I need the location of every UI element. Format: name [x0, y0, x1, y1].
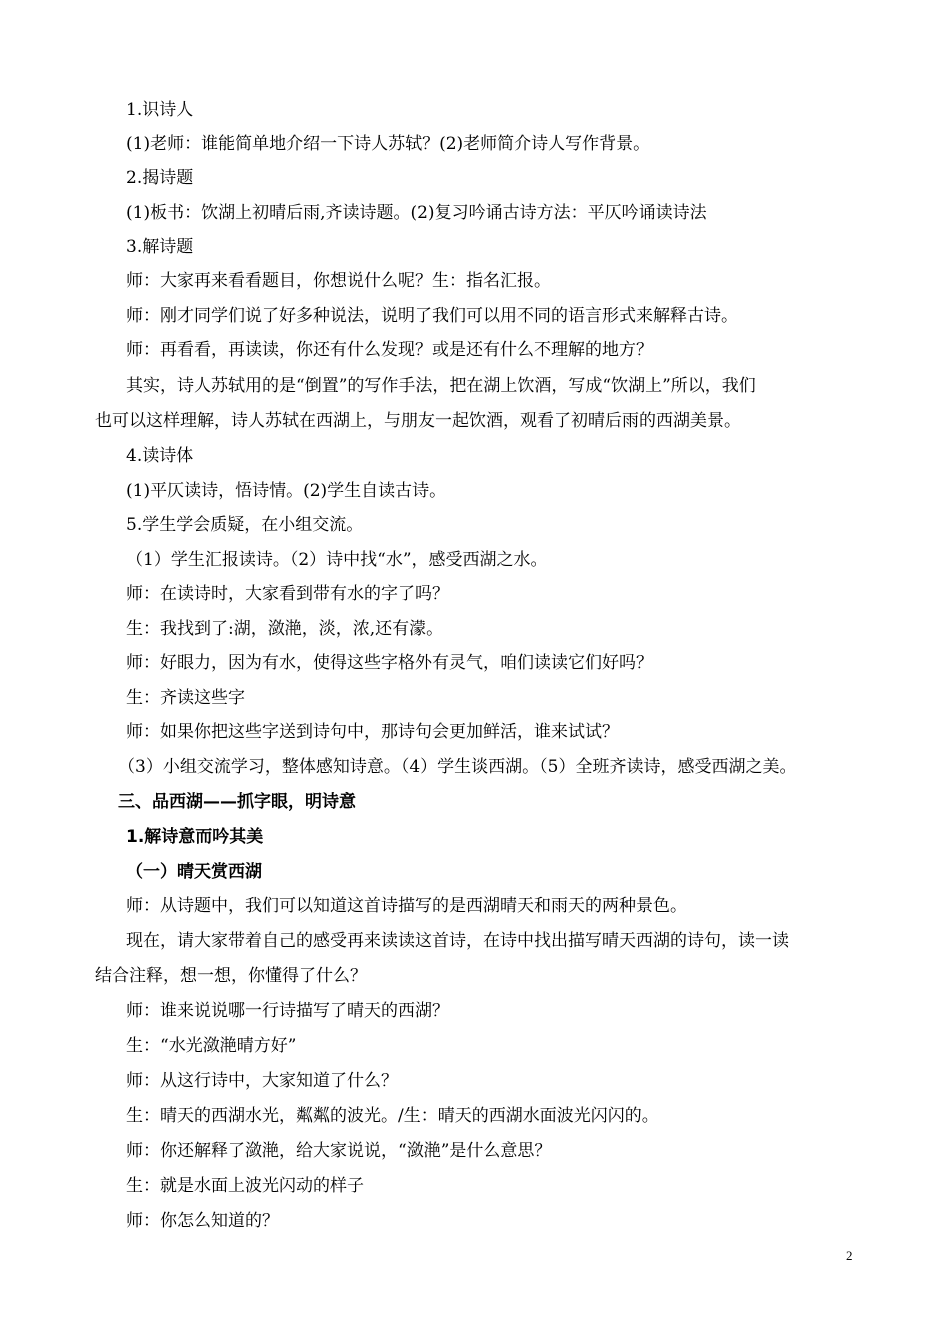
section-heading-3: 三、品西湖——抓字眼，明诗意 — [118, 792, 356, 812]
text-line: 现在，请大家带着自己的感受再来读读这首诗，在诗中找出描写晴天西湖的诗句，读一读 — [126, 931, 789, 951]
text-line: 师：你还解释了潋滟，给大家说说，“潋滟”是什么意思？ — [126, 1141, 552, 1161]
text-line: 生：“水光潋滟晴方好” — [126, 1036, 297, 1056]
text-line: 师：从这行诗中，大家知道了什么？ — [126, 1071, 398, 1091]
text-line: (1)平仄读诗，悟诗情。(2)学生自读古诗。 — [126, 481, 447, 501]
text-line: 师：从诗题中，我们可以知道这首诗描写的是西湖晴天和雨天的两种景色。 — [126, 896, 687, 916]
heading-explain-title: 3.解诗题 — [126, 237, 194, 257]
text-line: 也可以这样理解，诗人苏轼在西湖上，与朋友一起饮酒，观看了初晴后雨的西湖美景。 — [95, 411, 741, 431]
text-line: 师：大家再来看看题目，你想说什么呢？生：指名汇报。 — [126, 271, 551, 291]
heading-read-form: 4.读诗体 — [126, 446, 194, 466]
text-line: 生：齐读这些字 — [126, 688, 245, 708]
text-line: 师：如果你把这些字送到诗句中，那诗句会更加鲜活，谁来试试？ — [126, 722, 619, 742]
text-line: （3）小组交流学习，整体感知诗意。（4）学生谈西湖。（5）全班齐读诗，感受西湖之美。 — [118, 757, 797, 777]
heading-question: 5.学生学会质疑，在小组交流。 — [126, 515, 364, 535]
subheading-1: 1.解诗意而吟其美 — [126, 827, 264, 847]
text-line: 师：刚才同学们说了好多种说法，说明了我们可以用不同的语言形式来解释古诗。 — [126, 306, 738, 326]
text-line: 结合注释，想一想，你懂得了什么？ — [95, 966, 367, 986]
text-line: 生：我找到了:湖，潋滟，淡，浓,还有濛。 — [126, 619, 444, 639]
subheading-sunny: （一）晴天赏西湖 — [126, 862, 262, 882]
text-line: 其实，诗人苏轼用的是“倒置”的写作手法，把在湖上饮酒，写成“饮湖上”所以，我们 — [126, 376, 756, 396]
text-line: （1）学生汇报读诗。（2）诗中找“水”，感受西湖之水。 — [126, 550, 548, 570]
heading-identify-poet: 1.识诗人 — [126, 100, 194, 120]
text-line: (1)板书：饮湖上初晴后雨,齐读诗题。(2)复习吟诵古诗方法：平仄吟诵读诗法 — [126, 203, 707, 223]
text-line: 师：再看看，再读读，你还有什么发现？或是还有什么不理解的地方？ — [126, 340, 653, 360]
text-line: 师：好眼力，因为有水，使得这些字格外有灵气，咱们读读它们好吗？ — [126, 653, 653, 673]
text-line: 师：在读诗时，大家看到带有水的字了吗？ — [126, 584, 449, 604]
text-line: 师：你怎么知道的？ — [126, 1211, 279, 1231]
text-line: 师：谁来说说哪一行诗描写了晴天的西湖？ — [126, 1001, 449, 1021]
heading-reveal-title: 2.揭诗题 — [126, 168, 194, 188]
text-line: 生：就是水面上波光闪动的样子 — [126, 1176, 364, 1196]
page-number: 2 — [846, 1248, 853, 1263]
text-line: (1)老师：谁能简单地介绍一下诗人苏轼？(2)老师简介诗人写作背景。 — [126, 134, 651, 154]
text-line: 生：晴天的西湖水光，粼粼的波光。/生：晴天的西湖水面波光闪闪的。 — [126, 1106, 659, 1126]
